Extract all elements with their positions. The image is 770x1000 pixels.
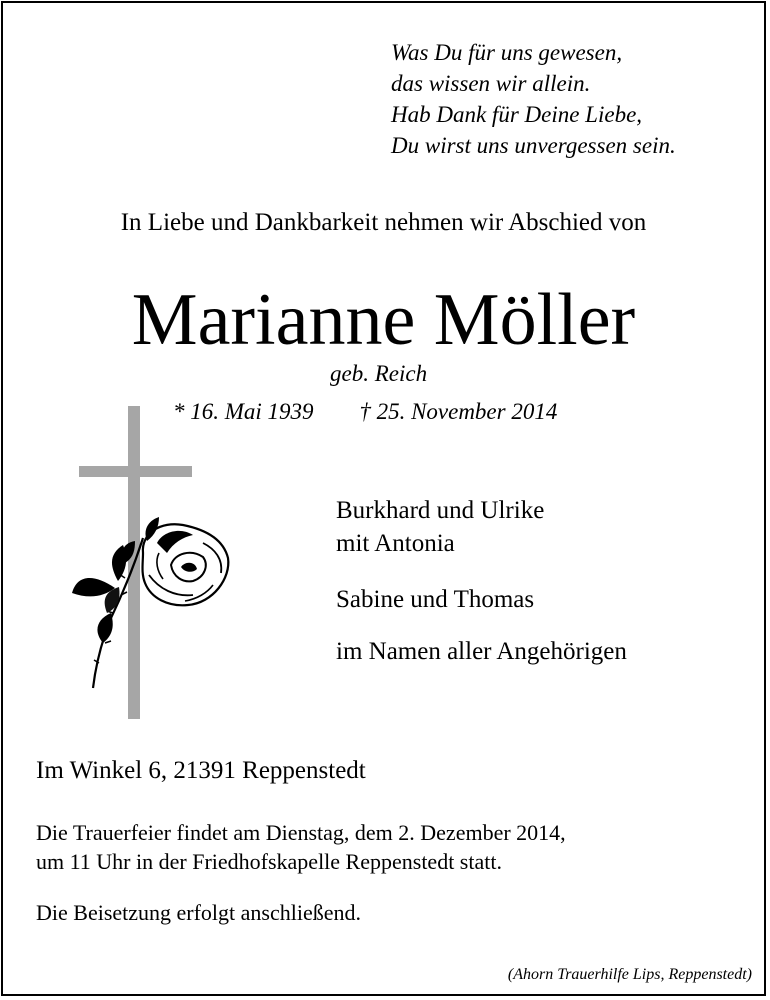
funeral-home-credit: (Ahorn Trauerhilfe Lips, Reppenstedt): [507, 966, 752, 983]
poem-line: Hab Dank für Deine Liebe,: [391, 102, 643, 127]
intro-text: In Liebe und Dankbarkeit nehmen wir Abschied von: [120, 209, 647, 236]
family-line: im Namen aller Angehörigen: [336, 638, 627, 665]
memorial-poem: [391, 37, 676, 161]
rose-icon: [72, 517, 228, 688]
birth-date: * 16. Mai 1939: [173, 399, 314, 424]
family-group-1: [336, 494, 544, 560]
maiden-name: geb. Reich: [330, 361, 428, 386]
burial-info: Die Beisetzung erfolgt anschließend.: [36, 900, 362, 925]
deceased-name: Marianne Möller: [131, 279, 636, 361]
poem-line: Was Du für uns gewesen,: [391, 40, 623, 65]
cross-with-rose-emblem: [63, 403, 243, 723]
family-line: mit Antonia: [336, 530, 455, 557]
family-line: Sabine und Thomas: [336, 586, 535, 613]
funeral-service-info: [36, 818, 566, 876]
family-line: Burkhard und Ulrike: [336, 497, 545, 524]
service-line: um 11 Uhr in der Friedhofskapelle Reppenstedt statt.: [36, 849, 502, 874]
obituary-notice: [1, 1, 766, 996]
death-date: † 25. November 2014: [359, 399, 558, 424]
poem-line: das wissen wir allein.: [391, 71, 591, 96]
address: Im Winkel 6, 21391 Reppenstedt: [36, 757, 366, 784]
service-line: Die Trauerfeier findet am Dienstag, dem 2. Dezember 2014,: [36, 820, 566, 845]
poem-line: Du wirst uns unvergessen sein.: [391, 133, 676, 158]
